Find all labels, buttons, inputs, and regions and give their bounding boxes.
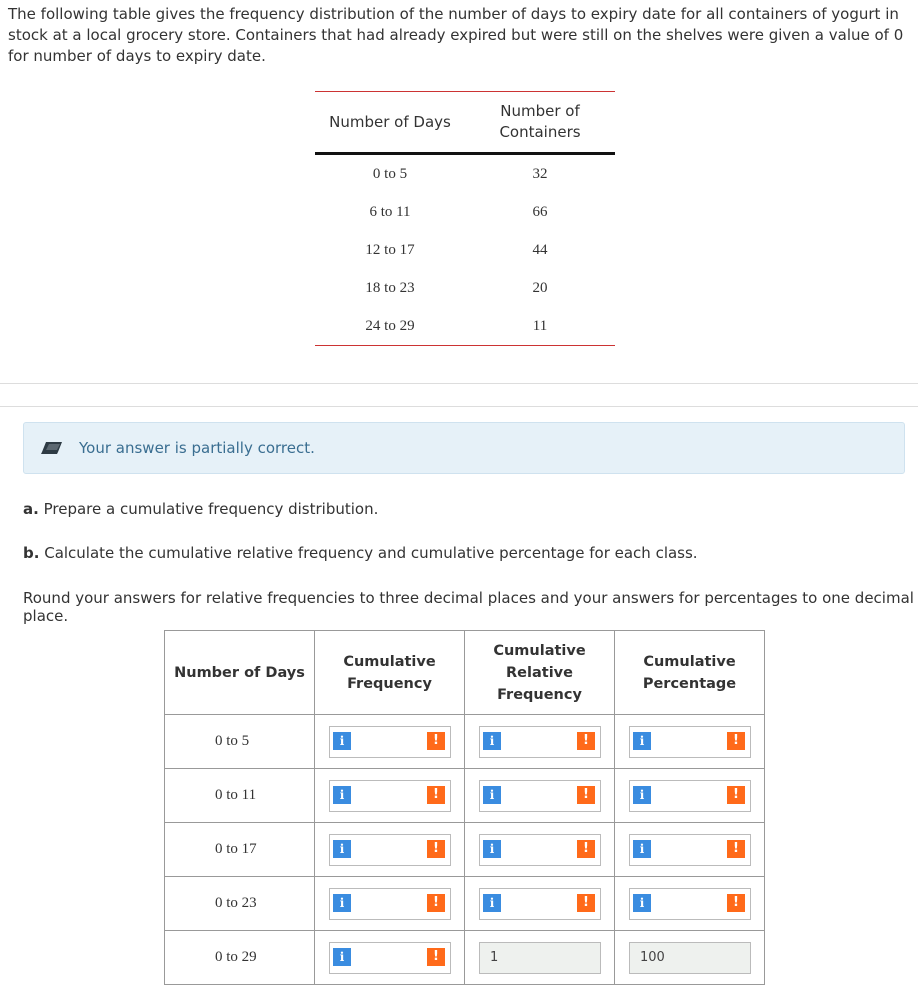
dist-days-cell: 6 to 11 [369, 204, 411, 220]
info-icon[interactable]: i [333, 732, 351, 750]
dist-count-cell: 20 [532, 280, 548, 296]
error-alert-icon[interactable]: ! [577, 840, 595, 858]
row-label: 0 to 5 [165, 715, 315, 769]
error-alert-icon[interactable]: ! [427, 732, 445, 750]
row-label: 0 to 23 [165, 877, 315, 931]
cumulative-percentage-field [629, 888, 751, 920]
problem-intro: The following table gives the frequency distribution of the number of days to expiry date for all containers of yogurt in stock at a local grocery store. Containers that had already expired but were still on the shelves were given a value of 0 for number of days to expiry date. [8, 5, 904, 65]
header-cumulative-relative-frequency: Cumulative Relative Frequency [465, 631, 615, 715]
cumulative-relative-frequency-cell [465, 823, 615, 877]
error-alert-icon[interactable]: ! [577, 894, 595, 912]
cumulative-frequency-cell [315, 823, 465, 877]
answer-row [165, 931, 765, 985]
dist-count-cell: 32 [532, 166, 548, 182]
error-alert-icon[interactable]: ! [727, 840, 745, 858]
info-icon[interactable]: i [483, 894, 501, 912]
error-alert-icon[interactable]: ! [727, 894, 745, 912]
row-label: 0 to 17 [165, 823, 315, 877]
error-alert-icon[interactable]: ! [427, 786, 445, 804]
info-icon[interactable]: i [333, 948, 351, 966]
error-alert-icon[interactable]: ! [727, 786, 745, 804]
header-number-of-days: Number of Days [165, 631, 315, 715]
answer-row [165, 769, 765, 823]
dist-header-containers: Number of Containers [499, 102, 581, 141]
dist-days-cell: 18 to 23 [365, 280, 415, 296]
dist-count-cell: 11 [532, 318, 548, 334]
cumulative-relative-frequency-cell [465, 769, 615, 823]
question-a-text: Prepare a cumulative frequency distribution. [43, 500, 379, 518]
section-divider [0, 383, 918, 384]
answer-row [165, 877, 765, 931]
header-cumulative-percentage: Cumulative Percentage [615, 631, 765, 715]
header-cumulative-frequency: Cumulative Frequency [315, 631, 465, 715]
question-a [23, 500, 378, 518]
info-icon[interactable]: i [483, 840, 501, 858]
info-icon[interactable]: i [333, 840, 351, 858]
cumulative-percentage-cell [615, 931, 765, 985]
answer-header-row [165, 631, 765, 715]
dist-count-cell: 44 [532, 242, 548, 258]
cumulative-relative-frequency-value: 1 [479, 942, 601, 974]
info-icon[interactable]: i [633, 732, 651, 750]
cumulative-frequency-cell [315, 715, 465, 769]
info-icon[interactable]: i [483, 786, 501, 804]
row-label: 0 to 29 [165, 931, 315, 985]
table-bottom-rule [315, 345, 615, 346]
info-icon[interactable]: i [333, 894, 351, 912]
table-top-rule [315, 91, 615, 92]
cumulative-relative-frequency-field [479, 726, 601, 758]
error-alert-icon[interactable]: ! [427, 840, 445, 858]
question-b [23, 544, 698, 562]
answer-row [165, 715, 765, 769]
cumulative-percentage-cell [615, 769, 765, 823]
status-banner [23, 422, 905, 474]
question-a-label: a. [23, 500, 39, 518]
cumulative-relative-frequency-field [479, 888, 601, 920]
info-icon[interactable]: i [633, 894, 651, 912]
dist-header-days: Number of Days [329, 113, 451, 131]
cumulative-percentage-cell [615, 715, 765, 769]
cumulative-frequency-cell [315, 877, 465, 931]
question-b-text: Calculate the cumulative relative frequency and cumulative percentage for each class. [44, 544, 698, 562]
cumulative-frequency-field [329, 942, 451, 974]
cumulative-percentage-field [629, 726, 751, 758]
info-icon[interactable]: i [483, 732, 501, 750]
cumulative-frequency-field [329, 888, 451, 920]
cumulative-percentage-value: 100 [629, 942, 751, 974]
status-message: Your answer is partially correct. [79, 439, 315, 457]
error-alert-icon[interactable]: ! [427, 948, 445, 966]
cumulative-percentage-cell [615, 877, 765, 931]
error-alert-icon[interactable]: ! [427, 894, 445, 912]
error-alert-icon[interactable]: ! [577, 786, 595, 804]
cumulative-percentage-field [629, 780, 751, 812]
cumulative-percentage-cell [615, 823, 765, 877]
cumulative-relative-frequency-cell [465, 931, 615, 985]
dist-days-cell: 12 to 17 [365, 242, 415, 258]
cumulative-relative-frequency-field [479, 834, 601, 866]
info-icon[interactable]: i [633, 840, 651, 858]
answer-table [164, 630, 765, 985]
cumulative-frequency-field [329, 834, 451, 866]
dist-days-cell: 0 to 5 [372, 166, 408, 182]
cumulative-relative-frequency-field [479, 780, 601, 812]
cumulative-frequency-cell [315, 931, 465, 985]
cumulative-frequency-cell [315, 769, 465, 823]
cumulative-relative-frequency-field [479, 942, 601, 974]
section-divider [0, 406, 918, 407]
row-label: 0 to 11 [165, 769, 315, 823]
error-alert-icon[interactable]: ! [727, 732, 745, 750]
cumulative-frequency-field [329, 726, 451, 758]
cumulative-relative-frequency-cell [465, 877, 615, 931]
cumulative-relative-frequency-cell [465, 715, 615, 769]
table-header-rule [315, 152, 615, 155]
dist-count-cell: 66 [532, 204, 548, 220]
pencil-eraser-icon [40, 440, 66, 456]
cumulative-percentage-field [629, 942, 751, 974]
info-icon[interactable]: i [633, 786, 651, 804]
error-alert-icon[interactable]: ! [577, 732, 595, 750]
rounding-instructions: Round your answers for relative frequencies to three decimal places and your answers for percentages to one decimal place. [23, 589, 914, 625]
cumulative-frequency-field [329, 780, 451, 812]
dist-days-cell: 24 to 29 [365, 318, 415, 334]
info-icon[interactable]: i [333, 786, 351, 804]
answer-row [165, 823, 765, 877]
question-b-label: b. [23, 544, 40, 562]
cumulative-percentage-field [629, 834, 751, 866]
